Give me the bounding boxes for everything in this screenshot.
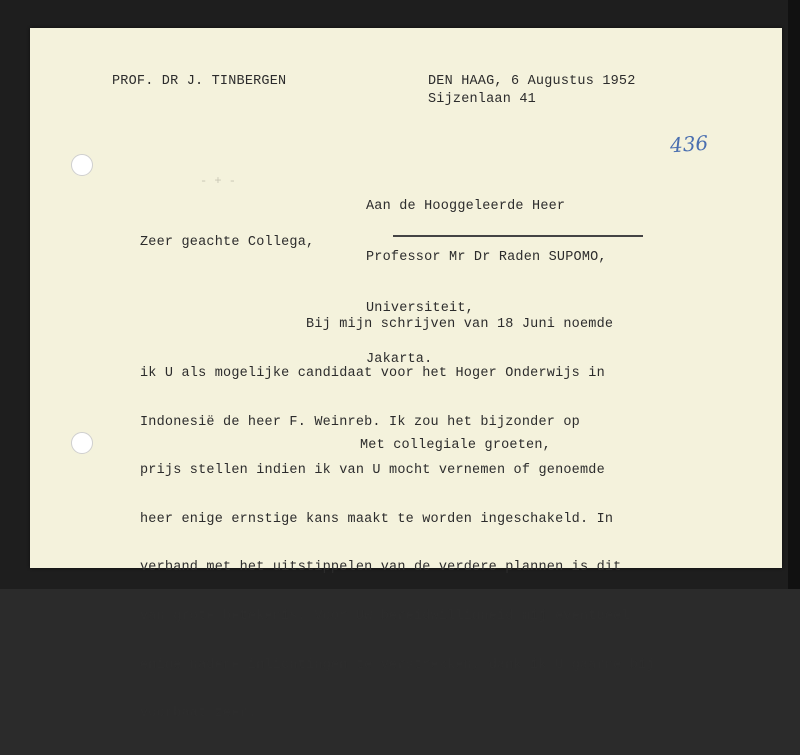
body-line: heer enige ernstige kans maakt te worden ingeschakeld. In <box>140 511 614 527</box>
letter-page <box>30 28 782 722</box>
faint-mark: - + - <box>200 174 237 188</box>
body-line: prijs stellen indien ik van U mocht vernemen of genoemde <box>140 463 605 479</box>
address-underline <box>393 235 643 237</box>
sender-name: PROF. DR J. TINBERGEN <box>112 74 287 89</box>
body-line: voorbaat zeer. <box>140 706 257 722</box>
address-line-2: Professor Mr Dr Raden SUPOMO, <box>366 250 607 265</box>
body-line: verband met het uitstippelen van de verdere plannen is dit <box>140 560 622 576</box>
salutation: Zeer geachte Collega, <box>140 235 315 250</box>
punch-hole-bottom <box>71 432 93 454</box>
handwritten-number: 436 <box>669 130 709 158</box>
address-line-3: Universiteit, <box>366 301 474 316</box>
body-line: Bij mijn schrijven van 18 Juni noemde <box>140 317 614 333</box>
closing: Met collegiale groeten, <box>360 438 551 453</box>
body-line: van grote betekenis. Voor Uw bereidwilligheid mij eventueel <box>140 609 630 625</box>
body-line: Indonesië de heer F. Weinreb. Ik zou het bijzonder op <box>140 414 580 430</box>
date-line: DEN HAAG, 6 Augustus 1952 <box>428 74 636 89</box>
body-line: enige nadere inlichtingen te verstrekken, dank ik U gaarne bij <box>140 657 655 673</box>
punch-hole-top <box>71 154 93 176</box>
scan-edge <box>788 0 800 589</box>
street-line: Sijzenlaan 41 <box>428 92 536 107</box>
address-line-1: Aan de Hooggeleerde Heer <box>366 199 566 214</box>
letter-body <box>140 285 655 755</box>
address-line-4: Jakarta. <box>366 352 433 367</box>
body-line: ik U als mogelijke candidaat voor het Hoger Onderwijs in <box>140 366 605 382</box>
